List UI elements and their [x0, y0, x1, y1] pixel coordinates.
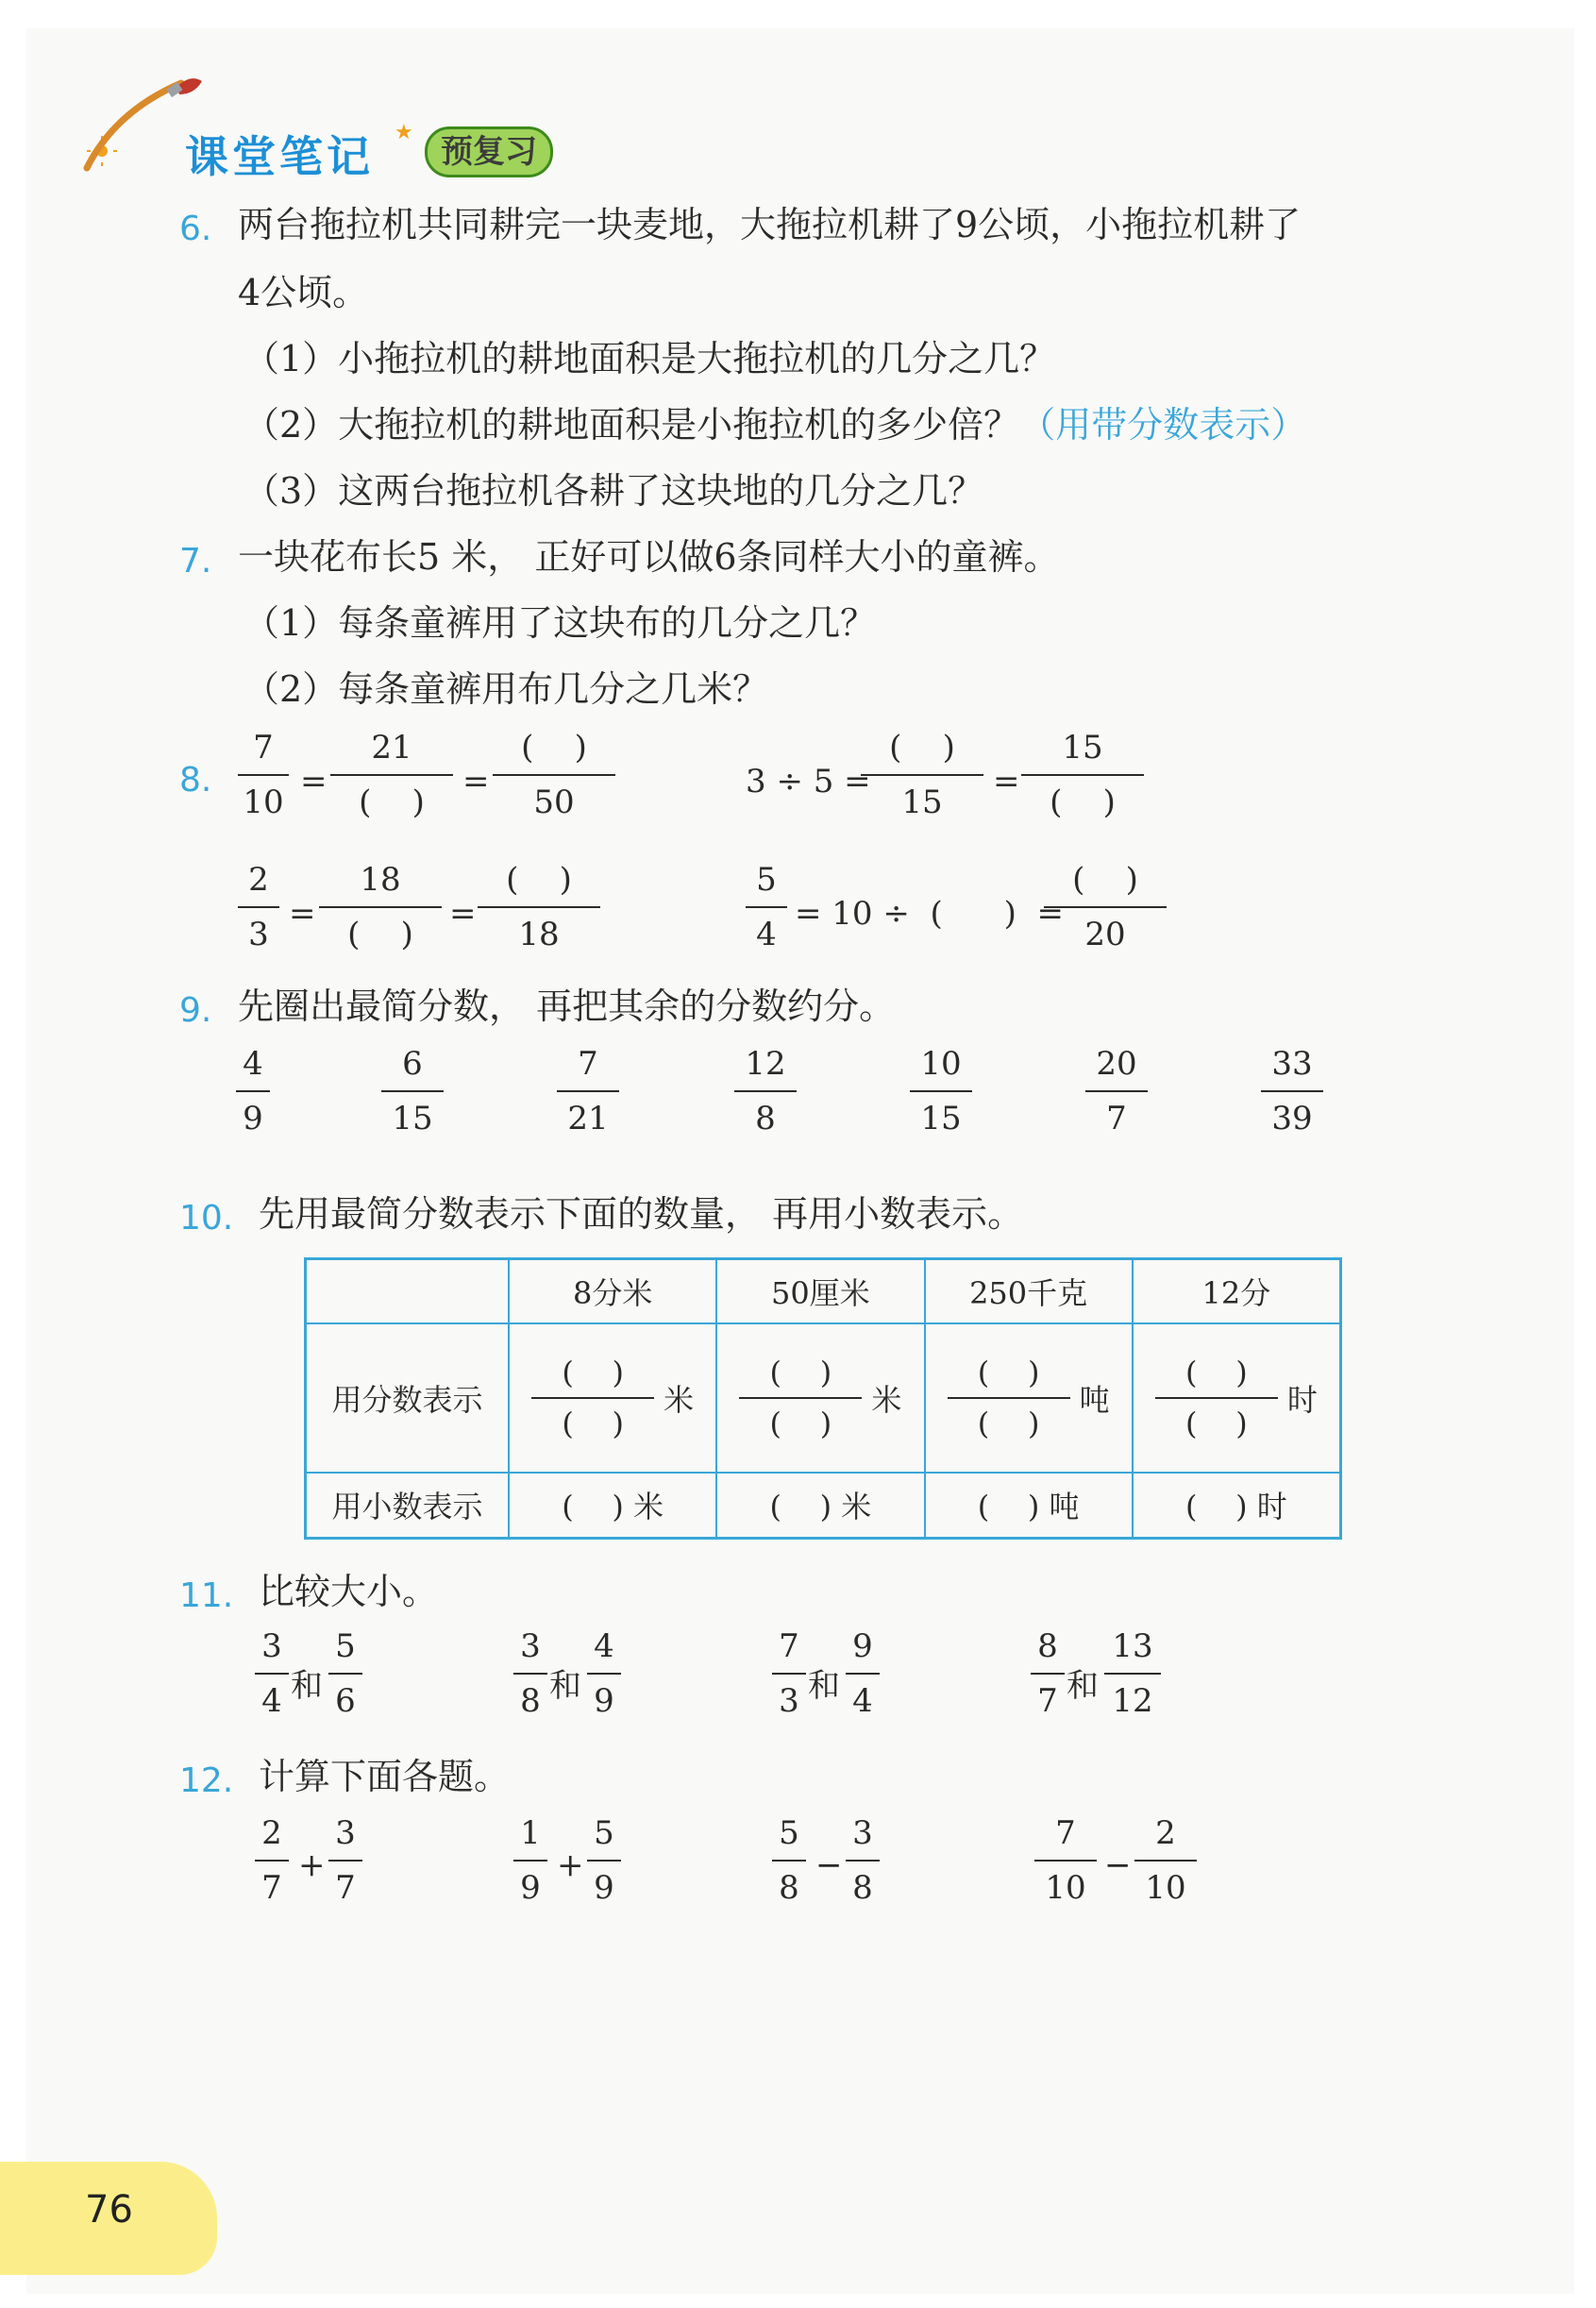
fraction: 9 4 [846, 1626, 880, 1722]
question-12-text: 计算下面各题。 [259, 1756, 511, 1797]
decimal-answer-cell[interactable]: ( ) 米 [509, 1473, 716, 1539]
table-header-cell: 12分 [1133, 1259, 1341, 1323]
fraction[interactable]: 10 15 [910, 1043, 972, 1139]
answer-blank[interactable]: ( ) [889, 729, 955, 767]
operator: + [557, 1846, 584, 1884]
equals-sign: = [449, 895, 477, 933]
fraction: 3 8 [846, 1812, 880, 1909]
fraction[interactable]: 33 39 [1261, 1043, 1323, 1139]
table-header-cell: 8分米 [509, 1259, 716, 1323]
decimal-answer-cell[interactable]: ( ) 吨 [925, 1473, 1133, 1539]
page-number: 76 [85, 2188, 133, 2232]
question-6-sub2: （2）大拖拉机的耕地面积是小拖拉机的多少倍？ [244, 404, 1020, 446]
decimal-answer-cell[interactable]: ( ) 时 [1133, 1473, 1341, 1539]
header-badge: 预复习 [425, 126, 553, 177]
question-8-number: 8. [179, 761, 212, 800]
question-11-text: 比较大小。 [259, 1571, 439, 1612]
question-6-sub2-hint: （用带分数表示） [1019, 404, 1307, 446]
fraction: 3 7 [328, 1812, 362, 1909]
fraction: ( ) 18 [478, 859, 600, 955]
answer-blank[interactable]: ( ) [359, 783, 425, 821]
question-6-sub1: （1）小拖拉机的耕地面积是大拖拉机的几分之几？ [244, 338, 1056, 379]
fraction: 2 10 [1134, 1812, 1197, 1909]
fraction: 4 9 [587, 1626, 621, 1722]
fraction: 5 6 [328, 1626, 362, 1722]
fraction: 3 4 [255, 1626, 289, 1722]
table-row [306, 1323, 1341, 1473]
fraction: 3 8 [513, 1626, 547, 1722]
fraction[interactable]: 12 8 [734, 1043, 797, 1139]
fraction: 8 7 [1031, 1626, 1065, 1722]
question-6-sub2-line [244, 404, 1306, 447]
question-12-number: 12. [179, 1761, 234, 1800]
fraction-answer-cell[interactable]: ( ) ( ) 吨 [925, 1323, 1133, 1473]
star-icon: ★ [395, 121, 413, 144]
operator: − [1104, 1846, 1132, 1884]
fraction: 5 9 [587, 1812, 621, 1909]
fraction: ( ) 15 [861, 727, 983, 823]
answer-blank[interactable]: ( ) [521, 729, 587, 767]
fraction-answer-cell[interactable]: ( ) ( ) 时 [1133, 1323, 1341, 1473]
fraction: 5 4 [746, 859, 787, 955]
question-6-text-line1: 两台拖拉机共同耕完一块麦地，大拖拉机耕了9公顷，小拖拉机耕了 [238, 204, 1302, 245]
answer-blank[interactable]: ( ) [506, 861, 572, 899]
row-label: 用分数表示 [306, 1323, 510, 1473]
fraction: ( ) 50 [493, 727, 615, 823]
question-9-text: 先圈出最简分数， 再把其余的分数约分。 [238, 986, 896, 1027]
fraction: 7 10 [238, 727, 289, 823]
table-header-row [306, 1259, 1341, 1323]
fraction: 2 3 [238, 859, 279, 955]
equals-sign: = [993, 763, 1020, 800]
question-7-number: 7. [179, 542, 212, 581]
fraction: 7 3 [772, 1626, 806, 1722]
fraction[interactable]: 4 9 [236, 1043, 270, 1139]
compare-join: 和 [549, 1667, 581, 1705]
equals-sign: = [300, 763, 328, 800]
division-expression: 3 ÷ 5 = [746, 763, 871, 800]
answer-blank[interactable]: ( ) [347, 916, 413, 953]
question-7-text: 一块花布长5 米， 正好可以做6条同样大小的童裤。 [238, 536, 1060, 578]
question-6-text-line2: 4公顷。 [238, 272, 369, 313]
question-6-sub3: （3）这两台拖拉机各耕了这块地的几分之几？ [244, 470, 984, 512]
compare-join: 和 [291, 1667, 323, 1705]
fraction: 1 9 [513, 1812, 547, 1909]
table-header-cell [306, 1259, 510, 1323]
fraction: 5 8 [772, 1812, 806, 1909]
operator: − [815, 1846, 843, 1884]
fraction-answer-cell[interactable]: ( ) ( ) 米 [509, 1323, 716, 1473]
division-expression: = 10 ÷ ( ) = [795, 895, 1064, 933]
fraction[interactable]: 6 15 [381, 1043, 444, 1139]
table-header-cell: 250千克 [925, 1259, 1133, 1323]
table-row [306, 1473, 1341, 1539]
compare-join: 和 [1067, 1667, 1099, 1705]
fraction: 18 ( ) [319, 859, 442, 955]
fraction: ( ) 20 [1044, 859, 1167, 955]
row-label: 用小数表示 [306, 1473, 510, 1539]
question-11-number: 11. [179, 1576, 234, 1615]
fraction[interactable]: 20 7 [1085, 1043, 1148, 1139]
fraction-answer-cell[interactable]: ( ) ( ) 米 [716, 1323, 924, 1473]
fraction: 7 10 [1034, 1812, 1097, 1909]
decimal-answer-cell[interactable]: ( ) 米 [716, 1473, 924, 1539]
answer-blank[interactable]: ( ) [1050, 783, 1116, 821]
header-title: 课堂笔记 [185, 131, 374, 182]
fraction: 21 ( ) [330, 727, 453, 823]
fraction: 15 ( ) [1021, 727, 1144, 823]
operator: + [298, 1846, 326, 1884]
equals-sign: = [462, 763, 490, 800]
question-7-sub1: （1）每条童裤用了这块布的几分之几？ [244, 602, 877, 644]
fraction: 13 12 [1104, 1626, 1161, 1722]
question-10-number: 10. [179, 1199, 234, 1238]
answer-blank[interactable]: ( ) [1072, 861, 1138, 899]
question-6-number: 6. [179, 210, 212, 248]
compare-join: 和 [808, 1667, 840, 1705]
question-9-number: 9. [179, 991, 212, 1030]
equals-sign: = [289, 895, 316, 933]
fraction: 2 7 [255, 1812, 289, 1909]
fraction[interactable]: 7 21 [557, 1043, 619, 1139]
table-header-cell: 50厘米 [716, 1259, 924, 1323]
conversion-table [304, 1257, 1342, 1540]
question-7-sub2: （2）每条童裤用布几分之几米？ [244, 668, 769, 710]
question-10-text: 先用最简分数表示下面的数量， 再用小数表示。 [259, 1193, 1024, 1235]
